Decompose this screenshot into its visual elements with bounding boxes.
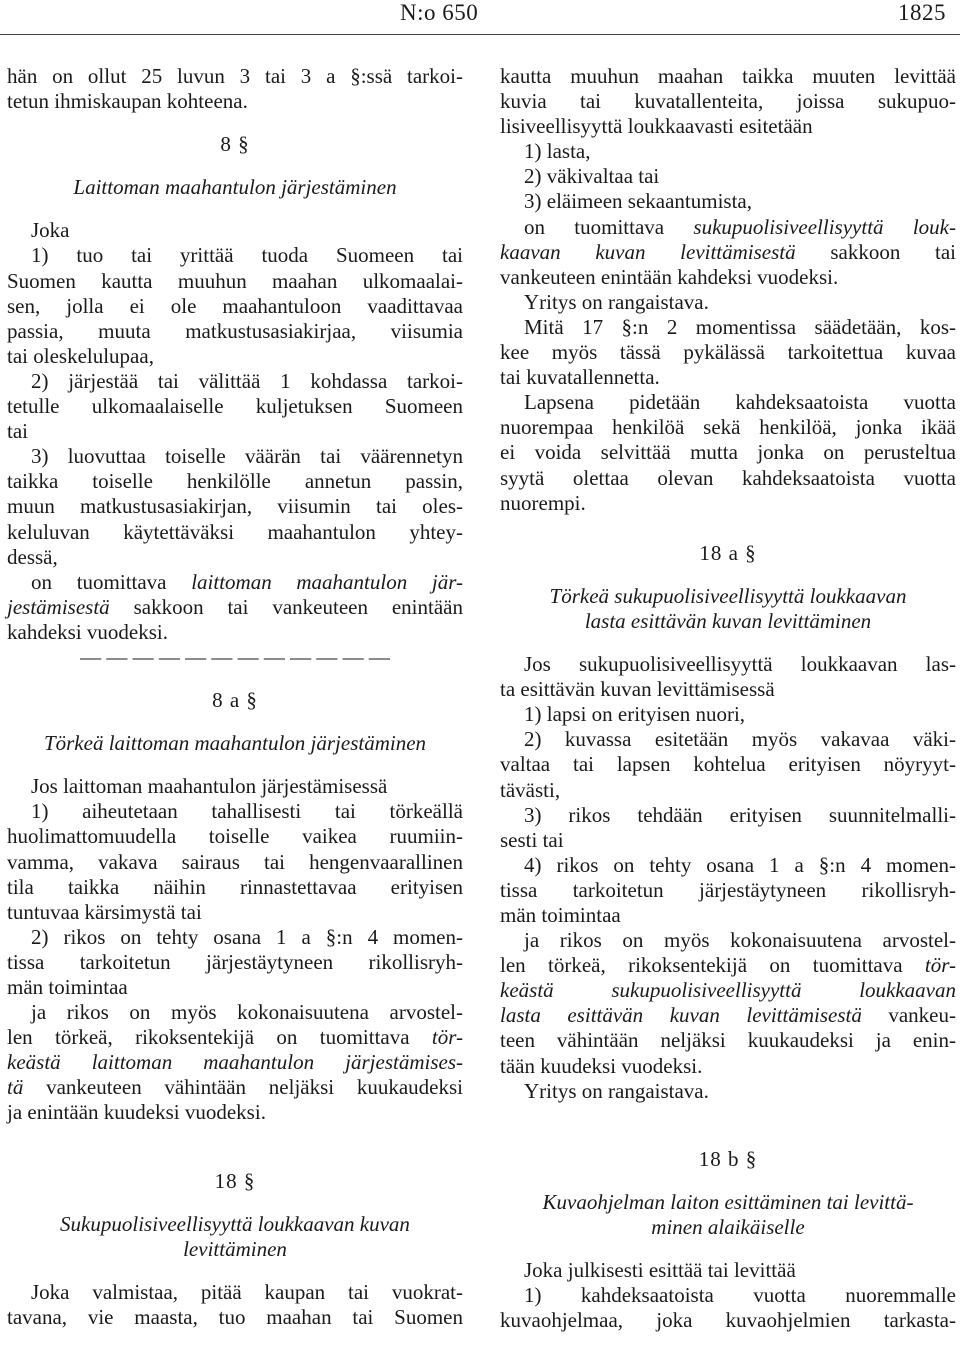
text-line: syytä olettaa olevan kahdeksaatoista vuotta	[500, 465, 956, 490]
text-line: Lapsena pidetään kahdeksaatoista vuotta	[524, 390, 956, 415]
section-heading-8a: 8 a §	[212, 688, 258, 713]
text-line: män toimintaa	[7, 975, 128, 999]
text-line: on tuomittava sukupuolisiveellisyyttä louk-	[524, 214, 956, 239]
text-line: 2) kuvassa esitetään myös vakavaa väki-	[524, 727, 956, 752]
text-line: len törkeä, rikoksentekijä on tuomittava tör-	[7, 1025, 463, 1050]
text-line: tai oleskelulupaa,	[7, 343, 154, 368]
document-number: N:o 650	[400, 0, 479, 25]
text-line: Joka	[31, 218, 70, 243]
text-line: ja rikos on myös kokonaisuutena arvostel-	[31, 1000, 463, 1025]
section-title-8: Laittoman maahantulon järjestäminen	[73, 175, 397, 200]
text-line: len törkeä, rikoksentekijä on tuomittava tör-	[500, 953, 956, 978]
text-line: passia, muuta matkustusasiakirjaa, viisumia	[7, 318, 463, 343]
section-title-18a: Törkeä sukupuolisiveellisyyttä loukkaavan	[549, 583, 907, 608]
text-line: valtaa tai lapsen kohtelua erityisen nöyryyt-	[500, 752, 956, 777]
text-line: jestämisestä sakkoon tai vankeuteen enintään	[7, 594, 463, 619]
text-line: tuntuvaa kärsimystä tai	[7, 899, 202, 924]
text-line: tään kuudeksi vuodeksi.	[500, 1053, 703, 1078]
text-line: 2) rikos on tehty osana 1 a §:n 4 momen-	[31, 924, 463, 949]
text-line: 1) lasta,	[524, 139, 591, 164]
text-line: vankeuteen enintään kahdeksi vuodeksi.	[500, 264, 839, 289]
text-line: 1) tuo tai yrittää tuoda Suomeen tai	[31, 243, 463, 268]
section-title-8a: Törkeä laittoman maahantulon järjestäminen	[43, 731, 427, 756]
text-line: ta esittävän kuvan levittämisessä	[500, 677, 775, 702]
text-line: ei voida selvittää mutta jonka on perusteltua	[500, 440, 956, 465]
text-line: Suomen kautta muuhun maahan ulkomaalai-	[7, 268, 463, 293]
right-column	[500, 64, 956, 1333]
text-line: 1) kahdeksaatoista vuotta nuoremmalle	[524, 1283, 956, 1308]
text-line: 4) rikos on tehty osana 1 a §:n 4 momen-	[524, 852, 956, 877]
text-line: tai kuvatallennetta.	[500, 365, 660, 390]
text-line: Jos sukupuolisiveellisyyttä loukkaavan las-	[524, 652, 956, 677]
text-line: tai	[7, 419, 28, 444]
text-line: hän on ollut 25 luvun 3 tai 3 a §:ssä tarkoi-	[7, 64, 463, 88]
text-line: kee myös tässä pykälässä tarkoitettua kuvaa	[500, 340, 956, 365]
section-title-18a: lasta esittävän kuvan levittäminen	[584, 608, 872, 633]
text-line: 2) väkivaltaa tai	[524, 164, 660, 189]
section-title-18b: minen alaikäiselle	[651, 1215, 805, 1240]
text-line: teen vähintään neljäksi kuukaudeksi ja enin-	[500, 1028, 956, 1053]
section-title-18b: Kuvaohjelman laiton esittäminen tai levittä-	[542, 1189, 914, 1214]
section-heading-18a: 18 a §	[699, 540, 757, 565]
text-line: kaavan kuvan levittämisestä sakkoon tai	[500, 239, 956, 264]
text-line: kuvia tai kuvatallenteita, joissa sukupuo-	[500, 89, 956, 114]
text-line: kuvaohjelmaa, joka kuvaohjelmien tarkasta-	[500, 1308, 956, 1333]
section-title-18: levittäminen	[183, 1236, 287, 1261]
section-title-18: Sukupuolisiveellisyyttä loukkaavan kuvan	[60, 1211, 410, 1236]
text-line: 1) lapsi on erityisen nuori,	[524, 702, 746, 727]
text-line: tissa tarkoitetun järjestäytyneen rikollisryh-	[500, 877, 956, 902]
text-line: Yritys on rangaistava.	[524, 1078, 709, 1103]
text-line: tavana, vie maasta, tuo maahan tai Suomen	[7, 1305, 463, 1330]
text-line: män toimintaa	[500, 903, 621, 927]
text-line: muun matkustusasiakirjan, viisumin tai oles-	[7, 494, 463, 519]
text-line: sen, jolla ei ole maahantuloon vaadittavaa	[7, 293, 463, 318]
text-line: Mitä 17 §:n 2 momentissa säädetään, kos-	[524, 314, 956, 339]
text-line: 3) eläimeen sekaantumista,	[524, 189, 752, 214]
text-line: ja enintään kuudeksi vuodeksi.	[7, 1100, 266, 1125]
text-line: Joka valmistaa, pitää kaupan tai vuokrat-	[31, 1279, 463, 1304]
text-line: keästä sukupuolisiveellisyyttä loukkaavan	[500, 978, 956, 1003]
text-line: 3) luovuttaa toiselle väärän tai väärennetyn	[31, 444, 463, 469]
text-line: kahdeksi vuodeksi.	[7, 619, 168, 644]
text-line: tila taikka näihin rinnastettavaa erityisen	[7, 874, 463, 899]
text-line: tä vankeuteen vähintään neljäksi kuukaudeksi	[7, 1075, 463, 1100]
text-line: tissa tarkoitetun järjestäytyneen rikollisryh-	[7, 949, 463, 974]
text-line: lisiveellisyyttä loukkaavasti esitetään	[500, 114, 813, 139]
text-line: dessä,	[7, 544, 58, 569]
text-line: kautta muuhun maahan taikka muuten levittää	[500, 64, 956, 88]
left-column	[7, 64, 463, 1330]
text-line: keluluvan käytettäväksi maahantulon yhtey-	[7, 519, 463, 544]
text-line: Yritys on rangaistava.	[524, 289, 709, 314]
text-line: keästä laittoman maahantulon järjestämises-	[7, 1050, 463, 1075]
omission-dashes: — — — — — — — — — — — —	[80, 644, 390, 669]
text-line: lasta esittävän kuvan levittämisestä vankeu-	[500, 1003, 956, 1028]
text-line: tetun ihmiskaupan kohteena.	[7, 89, 248, 114]
text-line: 3) rikos tehdään erityisen suunnitelmalli-	[524, 802, 956, 827]
text-line: Joka julkisesti esittää tai levittää	[524, 1258, 796, 1283]
text-line: nuorempi.	[500, 490, 586, 515]
text-line: tävästi,	[500, 777, 561, 802]
text-line: Jos laittoman maahantulon järjestämisessä	[31, 774, 388, 799]
page-number: 1825	[898, 0, 946, 25]
section-heading-18b: 18 b §	[698, 1146, 758, 1171]
text-line: sesti tai	[500, 827, 564, 852]
text-line: on tuomittava laittoman maahantulon jär-	[31, 569, 463, 594]
text-line: 2) järjestää tai välittää 1 kohdassa tarkoi-	[31, 368, 463, 393]
header-rule	[0, 34, 960, 35]
section-heading-8: 8 §	[220, 132, 250, 157]
text-line: nuorempaa henkilöä sekä henkilöä, jonka ikää	[500, 415, 956, 440]
text-line: ja rikos on myös kokonaisuutena arvostel-	[524, 928, 956, 953]
text-line: 1) aiheutetaan tahallisesti tai törkeällä	[31, 799, 463, 824]
text-line: tetulle ulkomaalaiselle kuljetuksen Suomeen	[7, 394, 463, 419]
text-line: vamma, vakava sairaus tai hengenvaarallinen	[7, 849, 463, 874]
text-line: huolimattomuudella toiselle vaikea ruumiin-	[7, 824, 463, 849]
section-heading-18: 18 §	[214, 1168, 256, 1193]
text-line: taikka toiselle henkilölle annetun passin,	[7, 469, 463, 494]
